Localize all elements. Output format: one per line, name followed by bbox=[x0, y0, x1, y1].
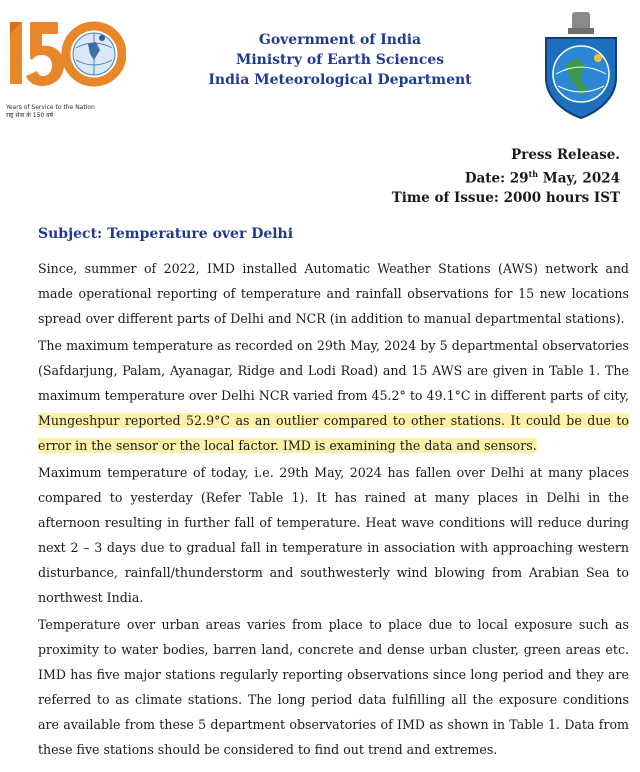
org-line-department: India Meteorological Department bbox=[208, 72, 472, 88]
logo-caption bbox=[6, 104, 126, 120]
letterhead bbox=[0, 0, 640, 130]
imd-150-years-logo bbox=[6, 8, 126, 124]
press-release-title: Press Release. bbox=[511, 147, 620, 163]
paragraph-aws-network: Since, summer of 2022, IMD installed Automatic Weather Stations (AWS) network and made operational reporting of temperature and rainfall observations for 15 new locations spread over different parts of Delhi and NCR (in addition to manual departmental stations). bbox=[38, 261, 629, 326]
imd-emblem bbox=[536, 8, 626, 120]
press-release-block bbox=[392, 146, 620, 208]
date-prefix: Date: 29 bbox=[464, 170, 529, 187]
press-release-body bbox=[38, 256, 629, 764]
date-ordinal: th bbox=[528, 169, 539, 179]
organization-block bbox=[190, 30, 490, 90]
paragraph-max-temperature-text: The maximum temperature as recorded on 29th May, 2024 by 5 departmental observatories (Safdarjung, Palam, Ayanagar, Ridge and Lodi Road) and 15 AWS are given in Table 1. The maximum temperature over Delhi NCR varied from 45.2° to 49.1°C in different parts of city, bbox=[38, 338, 629, 403]
date-suffix: May, 2024 bbox=[538, 170, 620, 187]
logo-150-graphic bbox=[6, 8, 126, 104]
highlighted-outlier-note: Mungeshpur reported 52.9°C as an outlier compared to other stations. It could be due to error in the sensor or the local factor. IMD is examining the data and sensors. bbox=[38, 413, 629, 453]
press-release-date bbox=[392, 165, 620, 189]
org-line-ministry: Ministry of Earth Sciences bbox=[235, 52, 445, 68]
org-line-government: Government of India bbox=[258, 32, 422, 48]
logo-caption-hi: राष्ट्र सेवा के 150 वर्ष bbox=[6, 112, 53, 119]
subject-heading: Subject: Temperature over Delhi bbox=[38, 226, 294, 242]
paragraph-urban-temperature: Temperature over urban areas varies from place to place due to local exposure such as proximity to water bodies, barren land, concrete and dense urban cluster, green areas etc. IMD has five major stations regularly reporting observations since long period and they are referred to as climate stations. The long period data fulfilling all the exposure conditions are available from these 5 department observatories of IMD as shown in Table 1. Data from these five stations should be considered to find out trend and extremes. bbox=[38, 617, 629, 757]
time-of-issue: Time of Issue: 2000 hours IST bbox=[391, 189, 620, 206]
paragraph-max-temperature bbox=[38, 333, 629, 458]
emblem-graphic bbox=[536, 8, 626, 120]
logo-caption-en: Years of Service to the Nation bbox=[6, 104, 95, 111]
paragraph-temperature-fall: Maximum temperature of today, i.e. 29th May, 2024 has fallen over Delhi at many places compared to yesterday (Refer Table 1). It has rained at many places in Delhi in the afternoon resulting in further fall of temperature. Heat wave conditions will reduce during next 2 – 3 days due to gradual fall in temperature in association with approaching western disturbance, rainfall/thunderstorm and southwesterly wind blowing from Arabian Sea to northwest India. bbox=[38, 465, 629, 605]
